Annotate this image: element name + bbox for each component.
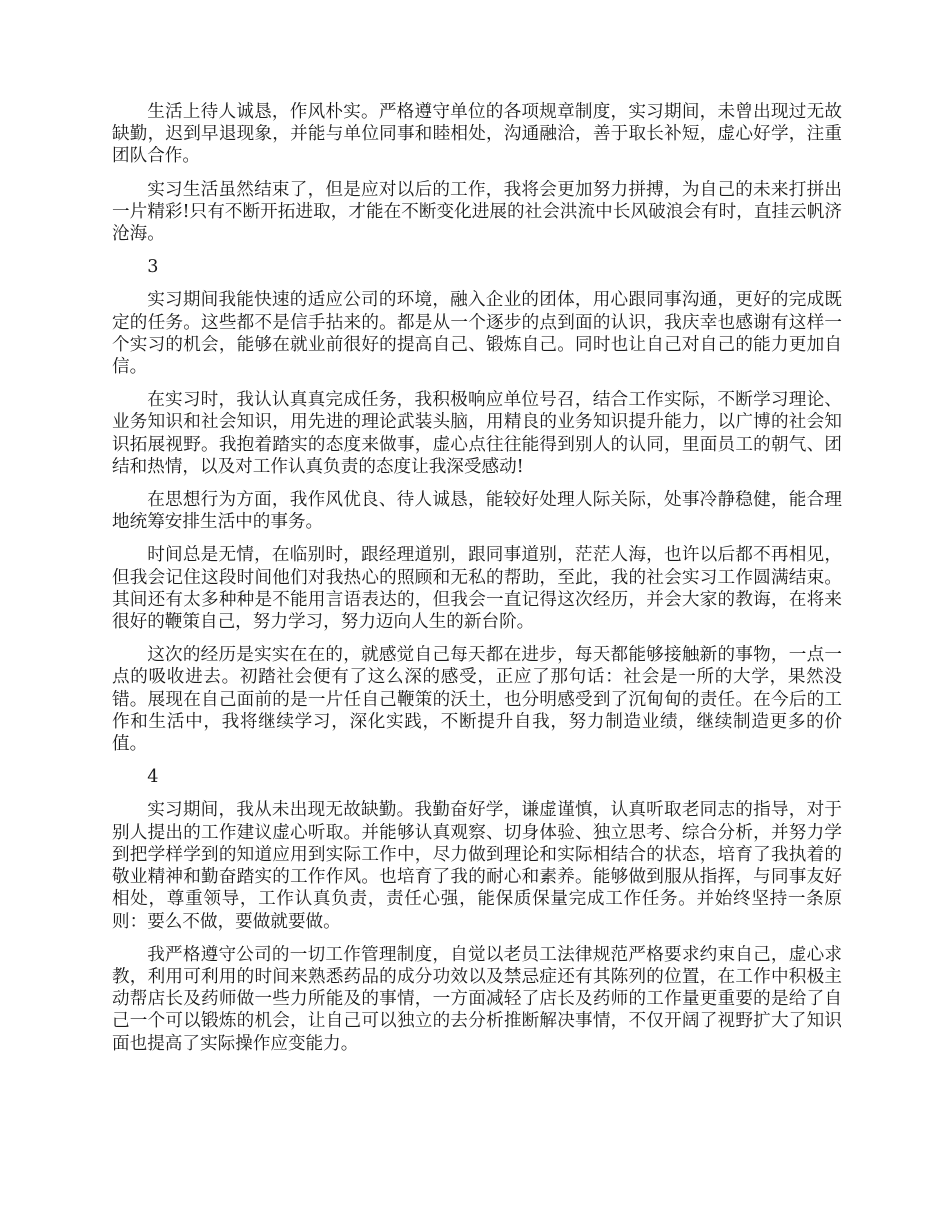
paragraph: 实习生活虽然结束了，但是应对以后的工作，我将会更加努力拼搏，为自己的未来打拼出一片精彩!只有不断开拓进取，才能在不断变化进展的社会洪流中长风破浪会有时，直挂云帆济沧海。 <box>112 179 842 245</box>
document-body <box>112 101 842 1066</box>
paragraph: 这次的经历是实实在在的，就感觉自己每天都在进步，每天都能够接触新的事物，一点一点的吸收进去。初踏社会便有了这么深的感受，正应了那句话：社会是一所的大学，果然没错。展现在自己面前的是一片任自己鞭策的沃土，也分明感受到了沉甸甸的责任。在今后的工作和生活中，我将继续学习，深化实践，不断提升自我，努力制造业绩，继续制造更多的价值。 <box>112 645 842 755</box>
paragraph: 实习期间，我从未出现无故缺勤。我勤奋好学，谦虚谨慎，认真听取老同志的指导，对于别人提出的工作建议虚心听取。并能够认真观察、切身体验、独立思考、综合分析，并努力学到把学样学到的知道应用到实际工作中，尽力做到理论和实际相结合的状态，培育了我执着的敬业精神和勤奋踏实的工作作风。也培育了我的耐心和素养。能够做到服从指挥，与同事友好相处，尊重领导，工作认真负责，责任心强，能保质保量完成工作任务。并始终坚持一条原则：要么不做，要做就要做。 <box>112 800 842 932</box>
paragraph: 在思想行为方面，我作风优良、待人诚恳，能较好处理人际关际，处事冷静稳健，能合理地统筹安排生活中的事务。 <box>112 490 842 533</box>
paragraph: 时间总是无情，在临别时，跟经理道别，跟同事道别，茫茫人海，也许以后都不再相见，但我会记住这段时间他们对我热心的照顾和无私的帮助，至此，我的社会实习工作圆满结束。其间还有太多种种是不能用言语表达的，但我会一直记得这次经历，并会大家的教诲，在将来很好的鞭策自己，努力学习，努力迈向人生的新台阶。 <box>112 545 842 633</box>
section-number: 4 <box>147 767 159 788</box>
paragraph: 我严格遵守公司的一切工作管理制度，自觉以老员工法律规范严格要求约束自己，虚心求教，利用可利用的时间来熟悉药品的成分功效以及禁忌症还有其陈列的位置，在工作中积极主动帮店长及药师做一些力所能及的事情，一方面减轻了店长及药师的工作量更重要的是给了自己一个可以锻炼的机会，让自己可以独立的去分析推断解决事情，不仅开阔了视野扩大了知识面也提高了实际操作应变能力。 <box>112 944 842 1054</box>
paragraph: 在实习时，我认认真真完成任务，我积极响应单位号召，结合工作实际，不断学习理论、业务知识和社会知识，用先进的理论武装头脑，用精良的业务知识提升能力，以广博的社会知识拓展视野。我抱着踏实的态度来做事，虚心点往往能得到别人的认同，里面员工的朝气、团结和热情，以及对工作认真负责的态度让我深受感动! <box>112 390 842 477</box>
paragraph: 实习期间我能快速的适应公司的环境，融入企业的团体，用心跟同事沟通，更好的完成既定的任务。这些都不是信手拈来的。都是从一个逐步的点到面的认识，我庆幸也感谢有这样一个实习的机会，能够在就业前很好的提高自己、锻炼自己。同时也让自己对自己的能力更加自信。 <box>112 290 842 378</box>
section-number: 3 <box>147 257 159 278</box>
paragraph: 生活上待人诚恳，作风朴实。严格遵守单位的各项规章制度，实习期间，未曾出现过无故缺勤，迟到早退现象，并能与单位同事和睦相处，沟通融洽，善于取长补短，虚心好学，注重团队合作。 <box>112 102 842 167</box>
